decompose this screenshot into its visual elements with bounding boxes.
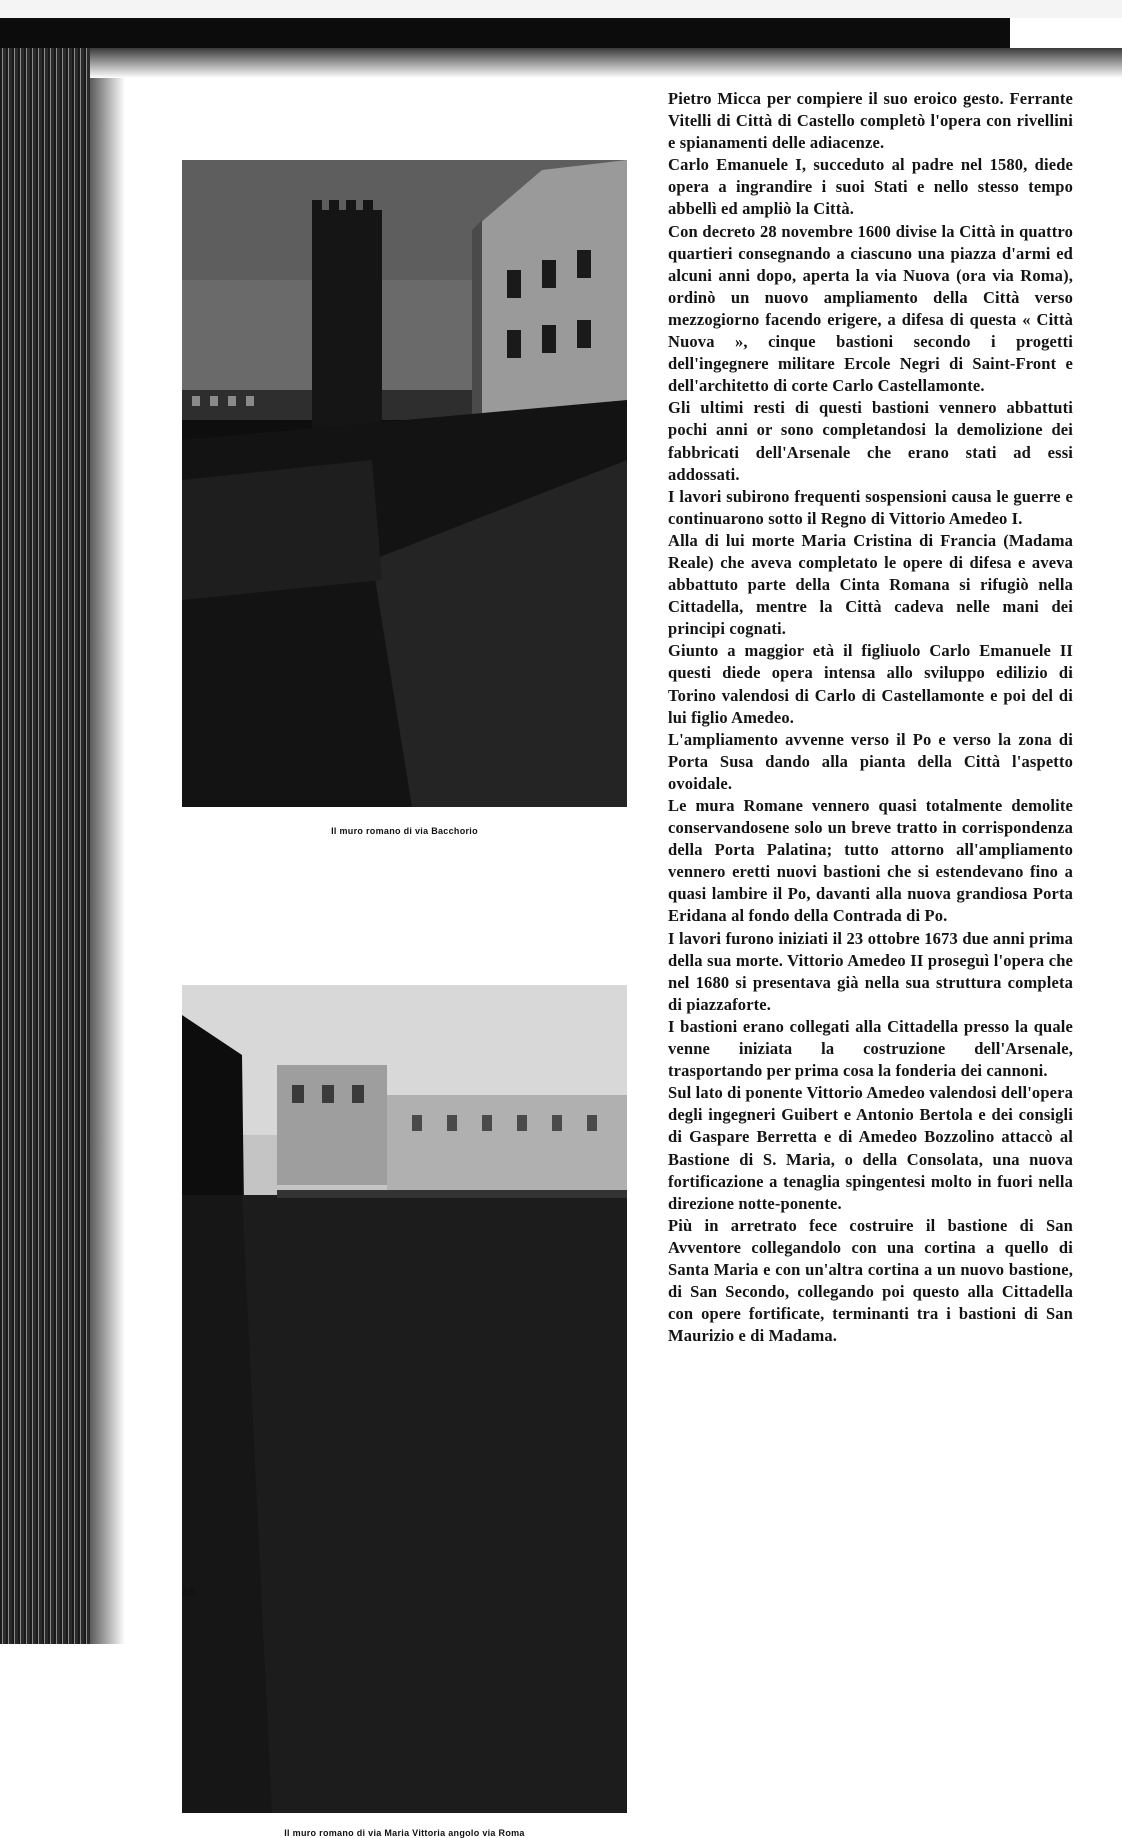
- paragraph: Con decreto 28 novembre 1600 divise la Città in quattro quartieri consegnando a ciascuno una piazza d'armi ed alcuni anni dopo, aperta la via Nuova (ora via Roma), ordinò un nuovo ampliamento della Città verso mezzogiorno facendo erigere, a difesa di questa « Città Nuova », cinque bastioni secondo i progetti dell'ingegnere militare Ercole Negri di Saint-Front e dell'architetto di corte Carlo Castellamonte.: [668, 221, 1073, 396]
- paragraph: I bastioni erano collegati alla Cittadella presso la quale venne iniziata la costruzione dell'Arsenale, trasportando per prima cosa la fonderia dei cannoni.: [668, 1016, 1073, 1081]
- page-top-shadow: [90, 48, 1122, 78]
- paragraph: Alla di lui morte Maria Cristina di Francia (Madama Reale) che aveva completato le opere di difesa e aveva abbattuto parte della Cinta Romana si rifugiò nella Cittadella, mentre la Città cadeva nelle mani dei principi cognati.: [668, 530, 1073, 639]
- book-top-shadow: [0, 18, 1010, 48]
- scan-top-margin: [0, 0, 1122, 18]
- paragraph: Gli ultimi resti di questi bastioni vennero abbattuti pochi anni or sono completandosi la demolizione dei fabbricati dell'Arsenale che erano stati ad essi addossati.: [668, 398, 1073, 484]
- photo-caption: Il muro romano di via Maria Vittoria angolo via Roma: [284, 1828, 525, 1838]
- paragraph: Sul lato di ponente Vittorio Amedeo valendosi dell'opera degli ingegneri Guibert e Antonio Bertola e dei consigli di Gaspare Berretta e di Amedeo Bozzolino attaccò al Bastione di S. Maria, o della Consolata, una nuova fortificazione a tenaglia spingentesi molto in fuori nella direzione notte-ponente.: [668, 1083, 1073, 1213]
- paragraph: I lavori subirono frequenti sospensioni causa le guerre e continuarono sotto il Regno di Vittorio Amedeo I.: [668, 486, 1073, 528]
- page-gutter-shadow: [90, 48, 125, 1644]
- photo-roman-wall-via-bacchorio: [182, 160, 627, 807]
- photo-tower-image: [182, 160, 627, 807]
- body-text-column: [668, 88, 1073, 1347]
- paragraph: I lavori furono iniziati il 23 ottobre 1673 due anni prima della sua morte. Vittorio Amedeo II proseguì l'opera che nel 1680 si presentava già nella sua struttura completa di piazzaforte.: [668, 928, 1073, 1014]
- photo-caption: Il muro romano di via Bacchorio: [331, 826, 478, 836]
- paragraph: L'ampliamento avvenne verso il Po e verso la zona di Porta Susa dando alla pianta della Città l'aspetto ovoidale.: [668, 729, 1073, 793]
- photo-roman-wall-via-maria-vittoria: [182, 985, 627, 1813]
- paragraph: Pietro Micca per compiere il suo eroico gesto. Ferrante Vitelli di Città di Castello completò l'opera con rivellini e spianamenti delle adiacenze.: [668, 89, 1073, 153]
- paragraph: Giunto a maggior età il figliuolo Carlo Emanuele II questi diede opera intensa allo sviluppo edilizio di Torino valendosi di Carlo di Castellamonte e poi del di lui figlio Amedeo.: [668, 641, 1073, 727]
- book-fore-edge: [0, 48, 90, 1644]
- page-number: 46: [182, 1585, 196, 1599]
- photo-wall-corner-image: [182, 985, 627, 1813]
- paragraph: Carlo Emanuele I, succeduto al padre nel 1580, diede opera a ingrandire i suoi Stati e nello stesso tempo abbellì ed ampliò la Città.: [668, 155, 1073, 219]
- paragraph: Le mura Romane vennero quasi totalmente demolite conservandosene solo un breve tratto in corrispondenza della Porta Palatina; tutto attorno all'ampliamento vennero eretti nuovi bastioni che si estendevano fino a quasi lambire il Po, davanti alla nuova grandiosa Porta Eridana al fondo della Contrada di Po.: [668, 796, 1073, 926]
- paragraph: Più in arretrato fece costruire il bastione di San Avventore collegandolo con una cortina a quello di Santa Maria e con un'altra cortina a un nuovo bastione, di San Secondo, collegando poi questo alla Cittadella con opere fortificate, terminanti tra i bastioni di San Maurizio e di Madama.: [668, 1215, 1073, 1346]
